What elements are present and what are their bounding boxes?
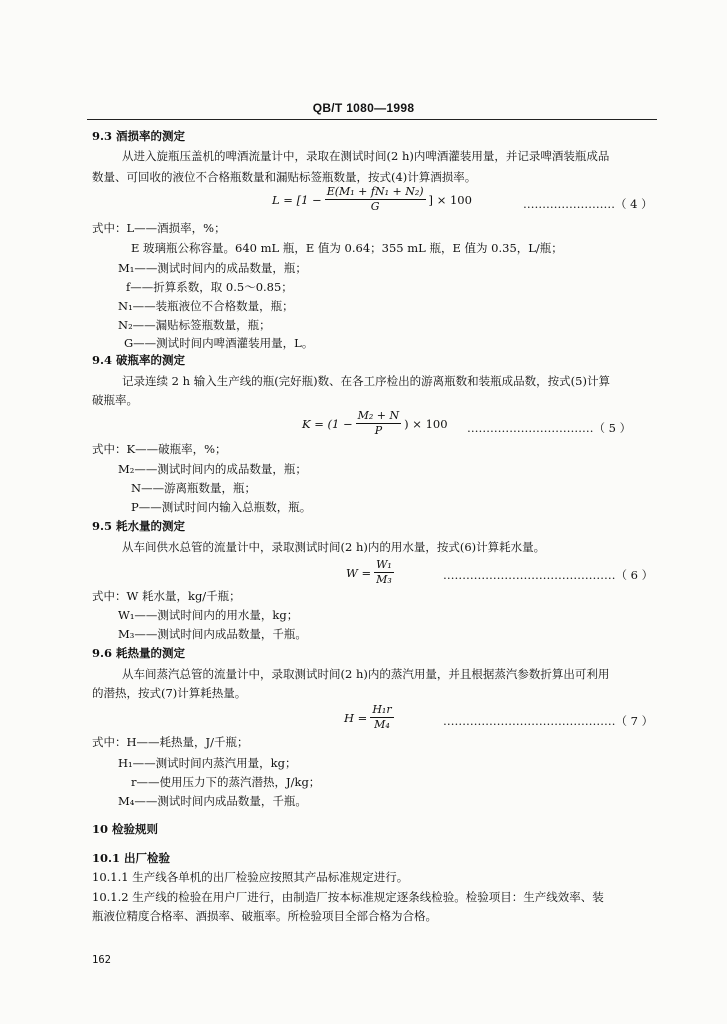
section-9-4-para-line1: 记录连续 2 h 输入生产线的瓶(完好瓶)数、在各工序检出的游离瓶数和装瓶成品数，按式(5)计算 — [122, 374, 610, 388]
formula-5-lhs: K = (1 − — [302, 416, 353, 431]
formula-4-rhs: ] × 100 — [428, 192, 472, 207]
section-10-heading: 10 检验规则 — [92, 822, 159, 836]
section-9-5-heading: 9.5 耗水量的测定 — [92, 519, 186, 533]
formula-7-denominator: M₄ — [374, 718, 390, 731]
formula-5-denominator: P — [374, 424, 383, 437]
formula-6-numerator: W₁ — [376, 558, 392, 571]
formula-7 — [344, 704, 397, 731]
page-number: 162 — [92, 954, 111, 966]
formula-4-fraction — [325, 186, 426, 213]
formula-4-number: ……………………（ 4 ） — [523, 197, 653, 211]
section-9-3-heading: 9.3 酒损率的测定 — [92, 129, 186, 143]
where-9-4-n: N——游离瓶数量，瓶； — [131, 481, 257, 495]
formula-4-denominator: G — [370, 200, 380, 213]
formula-5-number: ……………………………（ 5 ） — [467, 421, 632, 435]
formula-5-fraction — [356, 410, 402, 437]
section-9-5-para: 从车间供水总管的流量计中，录取测试时间(2 h)内的用水量，按式(6)计算耗水量。 — [122, 540, 546, 554]
where-9-3-n2: N₂——漏贴标签瓶数量，瓶； — [118, 318, 271, 332]
where-9-6-m4: M₄——测试时间内成品数量，千瓶。 — [118, 794, 307, 808]
formula-7-numerator: H₁r — [372, 703, 392, 716]
where-9-3-m1: M₁——测试时间内的成品数量，瓶； — [118, 261, 307, 275]
formula-6 — [346, 559, 397, 586]
formula-7-lhs: H = — [344, 710, 368, 725]
where-9-4-k: 式中：K——破瓶率，%； — [92, 442, 227, 456]
where-9-3-g: G——测试时间内啤酒灌装用量，L。 — [124, 336, 314, 350]
clause-10-1-2-line1: 10.1.2 生产线的检验在用户厂进行，由制造厂按本标准规定逐条线检验。检验项目：生产线效率、装 — [92, 890, 604, 904]
where-9-5-m3: M₃——测试时间内成品数量，千瓶。 — [118, 627, 307, 641]
where-9-6-h: 式中：H——耗热量，J/千瓶； — [92, 735, 249, 749]
section-10-1-heading: 10.1 出厂检验 — [92, 851, 171, 865]
formula-4-lhs: L = [1 − — [272, 192, 322, 207]
section-9-3-para-line2: 数量、可回收的液位不合格瓶数量和漏贴标签瓶数量，按式(4)计算酒损率。 — [92, 170, 477, 184]
section-9-4-heading: 9.4 破瓶率的测定 — [92, 353, 186, 367]
section-9-6-para-line1: 从车间蒸汽总管的流量计中，录取测试时间(2 h)内的蒸汽用量，并且根据蒸汽参数折算出可利用 — [122, 667, 610, 681]
section-9-4-para-line2: 破瓶率。 — [92, 393, 138, 407]
formula-6-denominator: M₃ — [376, 573, 392, 586]
where-9-3-e: E 玻璃瓶公称容量。640 mL 瓶，E 值为 0.64；355 mL 瓶，E 值为 0.35，L/瓶； — [131, 241, 563, 255]
formula-7-number: ………………………………………（ 7 ） — [443, 714, 654, 728]
formula-5 — [302, 410, 448, 437]
where-9-3-f: f——折算系数，取 0.5～0.85； — [126, 280, 293, 294]
formula-6-fraction — [374, 559, 394, 586]
where-9-5-w: 式中：W 耗水量，kg/千瓶； — [92, 589, 241, 603]
formula-6-number: ………………………………………（ 6 ） — [443, 568, 654, 582]
section-9-3-para-line1: 从进入旋瓶压盖机的啤酒流量计中，录取在测试时间(2 h)内啤酒灌装用量，并记录啤酒装瓶成品 — [122, 149, 610, 163]
formula-7-fraction — [370, 704, 393, 731]
where-9-6-r: r——使用压力下的蒸汽潜热，J/kg； — [131, 775, 321, 789]
where-9-3-n1: N₁——装瓶液位不合格数量，瓶； — [118, 299, 294, 313]
clause-10-1-1: 10.1.1 生产线各单机的出厂检验应按照其产品标准规定进行。 — [92, 870, 409, 884]
where-9-3-l: 式中：L——酒损率，%； — [92, 221, 226, 235]
section-9-6-heading: 9.6 耗热量的测定 — [92, 646, 186, 660]
formula-5-numerator: M₂ + N — [357, 409, 400, 422]
where-9-6-h1: H₁——测试时间内蒸汽用量，kg； — [118, 756, 297, 770]
formula-4-numerator: E(M₁ + fN₁ + N₂) — [326, 185, 424, 198]
where-9-4-p: P——测试时间内输入总瓶数，瓶。 — [131, 500, 312, 514]
clause-10-1-2-line2: 瓶液位精度合格率、酒损率、破瓶率。所检验项目全部合格为合格。 — [92, 909, 437, 923]
document-header: QB/T 1080—1998 — [312, 101, 415, 115]
header-rule — [87, 119, 657, 120]
formula-5-rhs: ) × 100 — [404, 416, 448, 431]
formula-4 — [272, 186, 472, 213]
where-9-4-m2: M₂——测试时间内的成品数量，瓶； — [118, 462, 307, 476]
section-9-6-para-line2: 的潜热，按式(7)计算耗热量。 — [92, 686, 247, 700]
formula-6-lhs: W = — [346, 565, 372, 580]
where-9-5-w1: W₁——测试时间内的用水量，kg； — [118, 608, 299, 622]
